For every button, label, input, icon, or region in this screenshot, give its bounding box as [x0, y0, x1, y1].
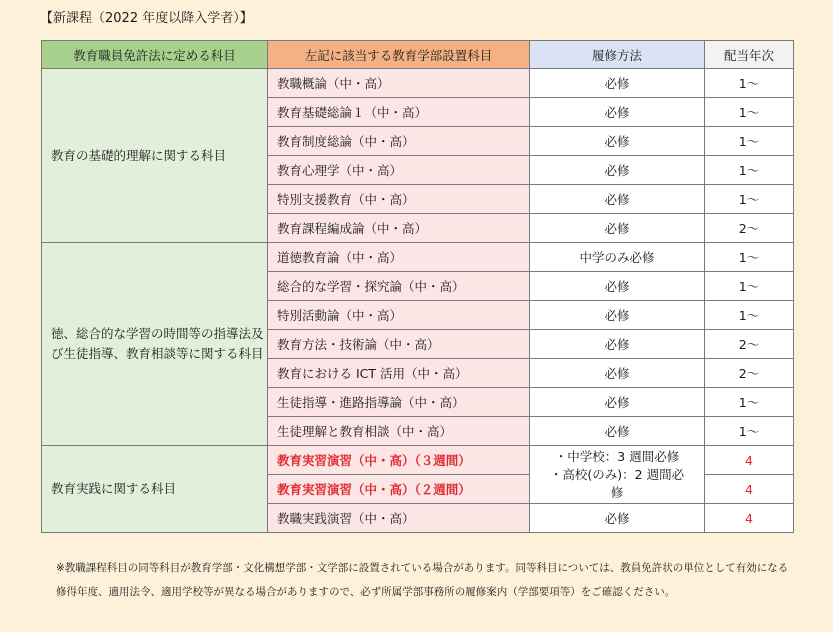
method-cell: 必修	[530, 185, 705, 214]
practice-method-line: 修	[610, 484, 624, 500]
subject-cell: 道徳教育論（中・高）	[268, 243, 530, 272]
method-cell: 必修	[530, 156, 705, 185]
table-row	[42, 243, 794, 272]
year-cell: 4	[705, 446, 794, 475]
year-cell: 1〜	[705, 98, 794, 127]
method-cell: 必修	[530, 330, 705, 359]
table-row	[42, 69, 794, 98]
year-cell: 4	[705, 475, 794, 504]
method-cell: 必修	[530, 301, 705, 330]
year-cell: 1〜	[705, 185, 794, 214]
method-cell: 必修	[530, 214, 705, 243]
category-cell: 教育実践に関する科目	[42, 446, 268, 533]
year-cell: 1〜	[705, 272, 794, 301]
category-cell: 教育の基礎的理解に関する科目	[42, 69, 268, 243]
subject-cell: 教育心理学（中・高）	[268, 156, 530, 185]
method-cell: 必修	[530, 69, 705, 98]
subject-cell: 総合的な学習・探究論（中・高）	[268, 272, 530, 301]
subject-cell: 教育課程編成論（中・高）	[268, 214, 530, 243]
header-method: 履修方法	[530, 41, 705, 69]
header-license-subject: 教育職員免許法に定める科目	[42, 41, 268, 69]
year-cell: 2〜	[705, 214, 794, 243]
method-cell: 必修	[530, 98, 705, 127]
subject-cell: 教育における ICT 活用（中・高）	[268, 359, 530, 388]
year-cell: 1〜	[705, 388, 794, 417]
subject-cell: 教育制度総論（中・高）	[268, 127, 530, 156]
page-title: 【新課程（2022 年度以降入学者）】	[40, 11, 253, 26]
curriculum-table	[41, 40, 794, 533]
year-cell: 1〜	[705, 69, 794, 98]
year-cell: 2〜	[705, 359, 794, 388]
header-faculty-subject: 左記に該当する教育学部設置科目	[268, 41, 530, 69]
footnote: ※教職課程科目の同等科目が教育学部・文化構想学部・文学部に設置されている場合があります。同等科目については、教員免許状の単位として有効になる修得年度、適用法令、適用学校等が異なる場合がありますので、必ず所属学部事務所の履修案内（学部要項等）をご確認ください。	[56, 562, 789, 598]
subject-cell: 教育基礎総論１（中・高）	[268, 98, 530, 127]
year-cell: 1〜	[705, 243, 794, 272]
subject-cell: 生徒指導・進路指導論（中・高）	[268, 388, 530, 417]
subject-cell: 教職概論（中・高）	[268, 69, 530, 98]
header-row	[42, 41, 794, 69]
subject-cell: 教育方法・技術論（中・高）	[268, 330, 530, 359]
year-cell: 2〜	[705, 330, 794, 359]
method-cell: 必修	[530, 388, 705, 417]
subject-cell: 生徒理解と教育相談（中・高）	[268, 417, 530, 446]
method-cell: 必修	[530, 504, 705, 533]
practice-method-line: ・高校(のみ)：2 週間必	[549, 466, 685, 482]
header-year: 配当年次	[705, 41, 794, 69]
year-cell: 1〜	[705, 417, 794, 446]
year-cell: 4	[705, 504, 794, 533]
method-cell: 必修	[530, 272, 705, 301]
method-cell: 必修	[530, 417, 705, 446]
subject-cell: 特別活動論（中・高）	[268, 301, 530, 330]
year-cell: 1〜	[705, 127, 794, 156]
subject-cell: 教職実践演習（中・高）	[268, 504, 530, 533]
method-cell: 必修	[530, 127, 705, 156]
category-cell: 徳、総合的な学習の時間等の指導法及び生徒指導、教育相談等に関する科目	[42, 243, 268, 446]
subject-cell: 特別支援教育（中・高）	[268, 185, 530, 214]
table-row	[42, 446, 794, 475]
subject-cell-highlight: 教育実習演習（中・高）（３週間）	[268, 446, 530, 475]
year-cell: 1〜	[705, 301, 794, 330]
method-cell-practice	[530, 446, 705, 504]
method-cell: 中学のみ必修	[530, 243, 705, 272]
subject-cell-highlight: 教育実習演習（中・高）（２週間）	[268, 475, 530, 504]
method-cell: 必修	[530, 359, 705, 388]
year-cell: 1〜	[705, 156, 794, 185]
practice-method-line: ・中学校：3 週間必修	[554, 448, 680, 464]
